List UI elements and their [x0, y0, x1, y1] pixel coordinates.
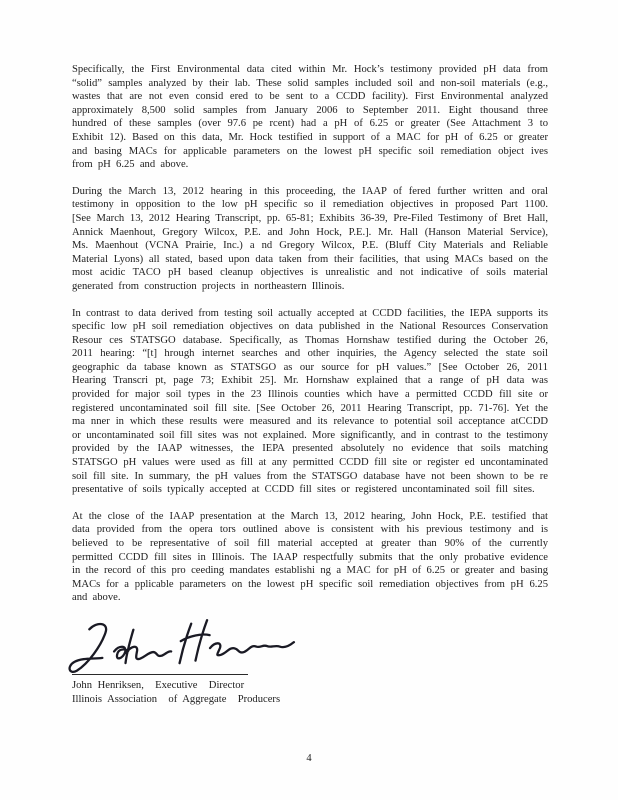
page-number: 4	[306, 753, 312, 764]
paragraph-2: During the March 13, 2012 hearing in this proceeding, the IAAP of fered further written and oral testimony in opposition to the low pH specific so il remediation objectives in proposed Part 1100. [See March 13, 2012 Hearing Transcript, pp. 65-81; Exhibits 36-39, Pre-Filed Testimony of Bret Hall, Annick Maenhout, Gregory Wilcox, P.E. and John Hock, P.E.]. Mr. Hall (Hanson Material Service), Ms. Maenhout (VCNA Prairie, Inc.) a nd Gregory Wilcox, P.E. (Bluff City Materials and Reliable Material Lyons) all stated, based upon data taken from their facilities, that using MACs based on the most acidic TACO pH based cleanup objectives is unrealistic and not indicative of soils material generated from construction projects in northeastern Illinois.	[72, 185, 548, 292]
signer-organization: Illinois Association of Aggregate Producers	[72, 693, 281, 705]
paragraph-3: In contrast to data derived from testing soil actually accepted at CCDD facilities, the IEPA supports its specific low pH soil remediation objectives on data published in the National Resources Conservation Resour ces STATSGO database. Specifically, as Thomas Hornshaw testified during the October 26, 2011 hearing: “[t] hrough internet searches and other inquiries, the Agency selected the state soil geographic da tabase known as STATSGO as our source for pH values.” [See October 26, 2011 Hearing Transcri pt, page 73; Exhibit 25]. Mr. Hornshaw explained that a range of pH data was provided for major soil types in the 23 Illinois counties which have a permitted CCDD fill site or registered uncontaminated soil fill site. [See October 26, 2011 Hearing Transcript, pp. 71-76]. Yet the ma nner in which these results were measured and its relevance to potential soil acceptance atCCDD or uncontaminated soil fill sites was not explained. More significantly, and in contrast to the testimony provided by the IAAP witnesses, the IEPA presented absolutely no evidence that soils matching STATSGO pH values were used as fill at any permitted CCDD fill site or register ed uncontaminated soil fill site. In summary, the pH values from the STATSGO database have not been shown to be re presentative of soils typically accepted at CCDD fill sites or registered uncontaminated soil fill sites.	[72, 307, 548, 496]
handwritten-signature-john-henriksen	[64, 616, 304, 678]
paragraph-4: At the close of the IAAP presentation at the March 13, 2012 hearing, John Hock, P.E. testified that data provided from the opera tors outlined above is consistent with his previous testimony and is believed to be representative of soil fill material accepted at greater than 90% of the currently permitted CCDD fill sites in Illinois. The IAAP respectfully submits that the only probative evidence in the record of this pro ceeding mandates establishi ng a MAC for pH of 6.25 or greater and basing MACs for a pplicable parameters on the lowest pH specific soil remediation objectives from pH 6.25 and above.	[72, 510, 548, 604]
signer-name-title: John Henriksen, Executive Director	[72, 679, 245, 691]
paragraph-1: Specifically, the First Environmental data cited within Mr. Hock’s testimony provided pH data from “solid” samples analyzed by their lab. These solid samples included soil and non-soil materials (e.g., wastes that are not even consid ered to be sent to a CCDD facility). First Environmental analyzed approximately 8,500 solid samples from January 2006 to September 2011. Eight thousand three hundred of these samples (over 97.6 pe rcent) had a pH of 6.25 or greater (See Attachment 3 to Exhibit 12). Based on this data, Mr. Hock testified in support of a MAC for pH of 6.25 or greater and basing MACs for applicable parameters on the lowest pH specific soil remediation object ives from pH 6.25 and above.	[72, 64, 548, 171]
signature-rule-line	[72, 674, 248, 675]
signature-block	[72, 616, 548, 707]
document-body	[72, 63, 548, 707]
